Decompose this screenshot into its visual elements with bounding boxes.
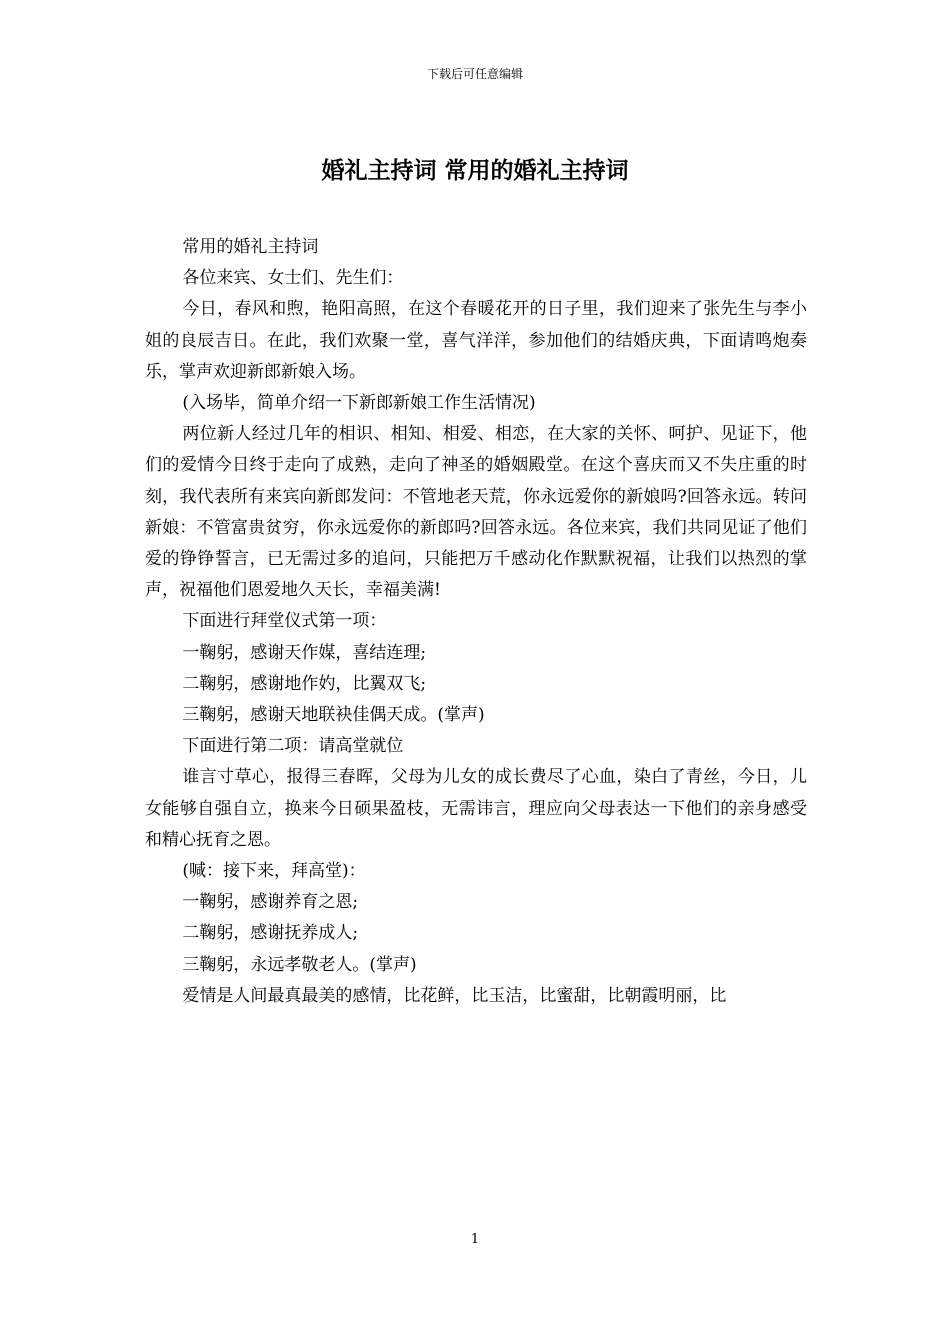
paragraph: 两位新人经过几年的相识、相知、相爱、相恋，在大家的关怀、呵护、见证下，他们的爱情今日终于走向了成熟，走向了神圣的婚姻殿堂。在这个喜庆而又不失庄重的时刻，我代表所有来宾向新郎发问：不管地老天荒，你永远爱你的新娘吗?回答永远。转问新娘：不管富贵贫穷，你永远爱你的新郎吗?回答永远。各位来宾，我们共同见证了他们爱的铮铮誓言，已无需过多的追问，只能把万千感动化作默默祝福，让我们以热烈的掌声，祝福他们恩爱地久天长，幸福美满!: [145, 424, 807, 601]
paragraph: 一鞠躬，感谢天作媒，喜结连理;: [182, 642, 427, 663]
paragraph: 常用的婚礼主持词: [182, 237, 319, 257]
paragraph: 下面进行第二项：请高堂就位: [182, 736, 404, 757]
paragraph: 各位来宾、女士们、先生们：: [182, 268, 404, 289]
paragraph: 三鞠躬，感谢天地联袂佳偶天成。(掌声): [182, 705, 485, 726]
paragraph: 今日，春风和煦，艳阳高照，在这个春暖花开的日子里，我们迎来了张先生与李小姐的良辰吉日。在此，我们欢聚一堂，喜气洋洋，参加他们的结婚庆典，下面请鸣炮奏乐，掌声欢迎新郎新娘入场。: [145, 299, 807, 382]
page-header-note: 下载后可任意编辑: [426, 67, 523, 81]
paragraph: 爱情是人间最真最美的感情，比花鲜，比玉洁，比蜜甜，比朝霞明丽，比: [182, 985, 727, 1006]
paragraph: (喊：接下来，拜高堂)：: [182, 861, 366, 882]
page-number: 1: [470, 1232, 480, 1247]
paragraph: 谁言寸草心，报得三春晖，父母为儿女的成长费尽了心血，染白了青丝，今日，儿女能够自强自立，换来今日硕果盈枝，无需讳言，理应向父母表达一下他们的亲身感受和精心抚育之恩。: [145, 767, 807, 850]
paragraph: 一鞠躬，感谢养育之恩;: [182, 892, 359, 913]
paragraph: 二鞠躬，感谢抚养成人;: [182, 923, 359, 944]
paragraph: (入场毕，简单介绍一下新郎新娘工作生活情况): [182, 393, 536, 414]
document-title: 婚礼主持词 常用的婚礼主持词: [321, 157, 629, 184]
paragraph: 二鞠躬，感谢地作妁，比翼双飞;: [182, 673, 427, 694]
paragraph: 下面进行拜堂仪式第一项：: [182, 611, 387, 632]
paragraph: 三鞠躬，永远孝敬老人。(掌声): [182, 954, 417, 975]
document-body: [145, 232, 807, 1012]
